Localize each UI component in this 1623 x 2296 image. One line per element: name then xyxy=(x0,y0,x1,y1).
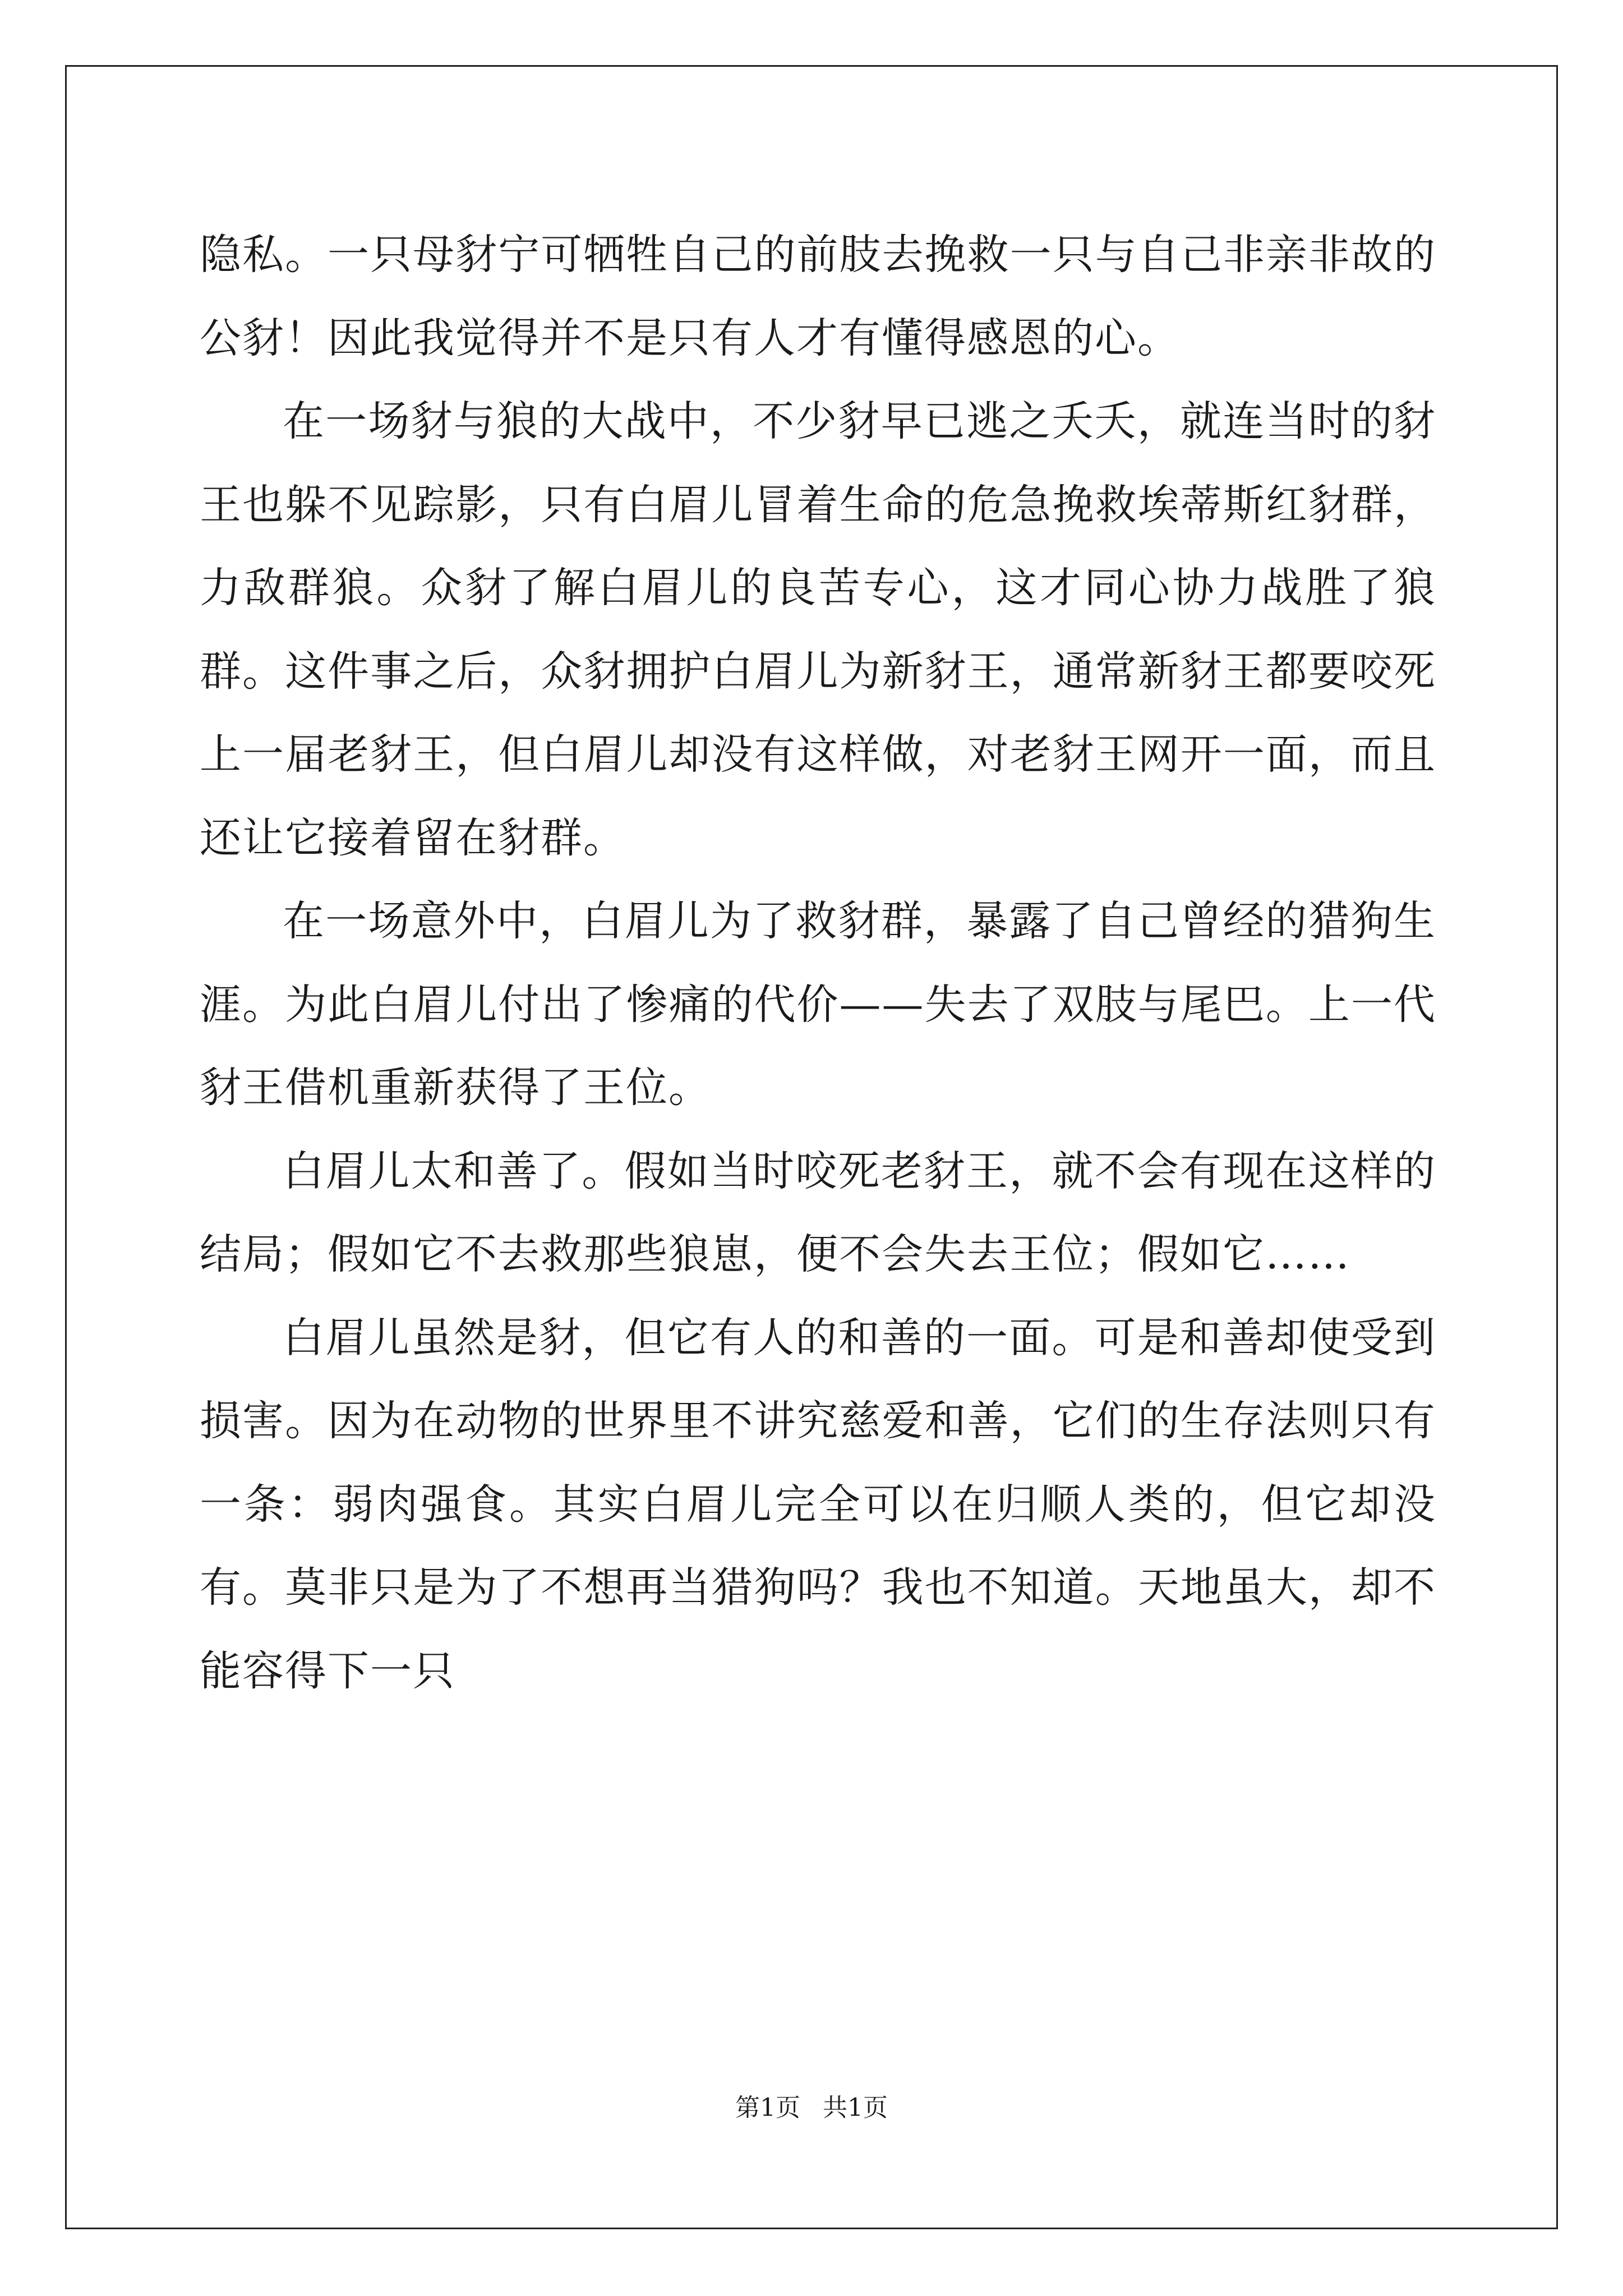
page-footer xyxy=(0,2091,1623,2125)
paragraph-5: 白眉儿虽然是豺，但它有人的和善的一面。可是和善却使受到损害。因为在动物的世界里不讲究慈爱和善，它们的生存法则只有一条：弱肉强食。其实白眉儿完全可以在归顺人类的，但它却没有。莫非只是为了不想再当猎狗吗？我也不知道。天地虽大，却不能容得下一只 xyxy=(200,1313,1436,1695)
page-number: 第1页 xyxy=(735,2093,800,2122)
paragraph-2: 在一场豺与狼的大战中，不少豺早已逃之夭夭，就连当时的豺王也躲不见踪影，只有白眉儿冒着生命的危急挽救埃蒂斯红豺群，力敌群狼。众豺了解白眉儿的良苦专心，这才同心协力战胜了狼群。这件事之后，众豺拥护白眉儿为新豺王，通常新豺王都要咬死上一届老豺王，但白眉儿却没有这样做，对老豺王网开一面，而且还让它接着留在豺群。 xyxy=(200,397,1436,862)
paragraph-3: 在一场意外中，白眉儿为了救豺群，暴露了自己曾经的猎狗生涯。为此白眉儿付出了惨痛的代价——失去了双肢与尾巴。上一代豺王借机重新获得了王位。 xyxy=(200,897,1436,1112)
page-total: 共1页 xyxy=(823,2093,888,2122)
document-body xyxy=(200,213,1436,1713)
paragraph-4: 白眉儿太和善了。假如当时咬死老豺王，就不会有现在这样的结局；假如它不去救那些狼崽，便不会失去王位；假如它…… xyxy=(200,1147,1436,1278)
paragraph-1: 隐私。一只母豺宁可牺牲自己的前肢去挽救一只与自己非亲非故的公豺！因此我觉得并不是只有人才有懂得感恩的心。 xyxy=(200,231,1436,362)
